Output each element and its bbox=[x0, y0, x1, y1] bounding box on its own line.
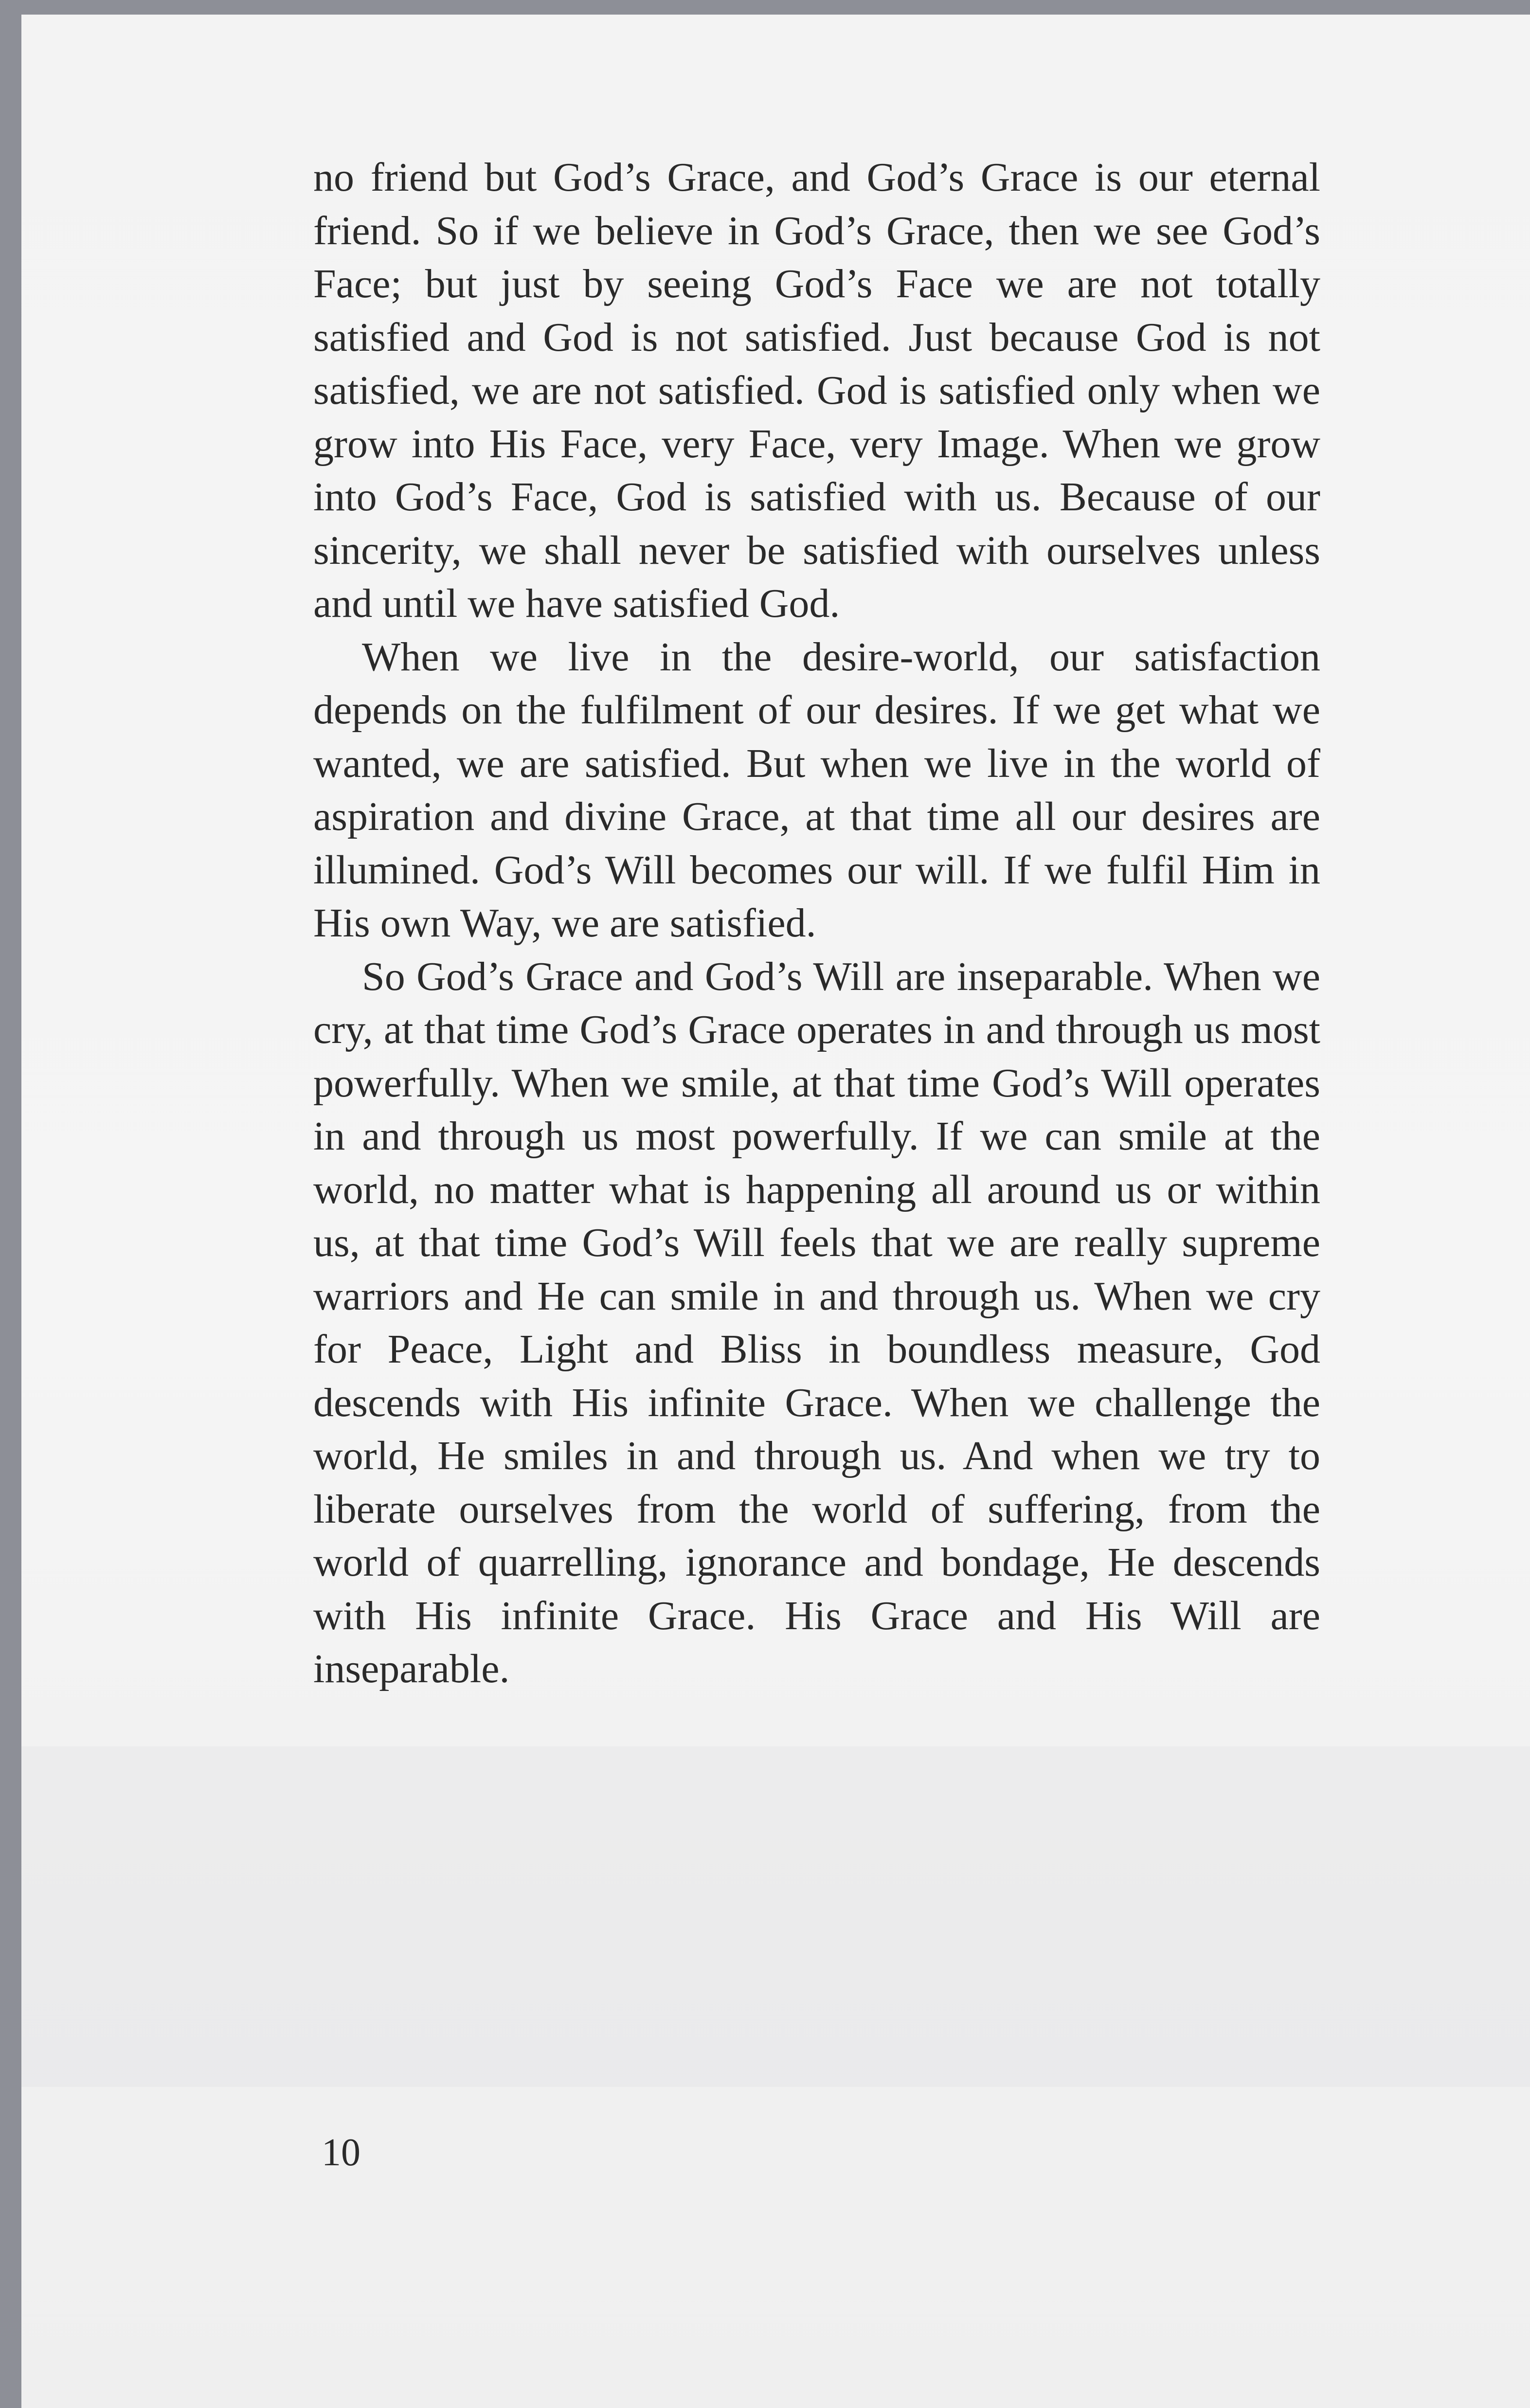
paragraph-2: When we live in the desire-world, our satisfaction depends on the fulfilment of our desires. If we get what we wanted, we are satisfied. But when we live in the world of aspiration and divine Grace, at that time all our desires are illumined. God’s Will becomes our will. If we fulfil Him in His own Way, we are satisfied. bbox=[313, 634, 1320, 946]
book-page bbox=[21, 15, 1530, 2408]
paragraph-1: no friend but God’s Grace, and God’s Grace is our eternal friend. So if we believe in God’s Grace, then we see God’s Face; but just by seeing God’s Face we are not totally satisfied and God is not satisfied. Just because God is not satisfied, we are not satisfied. God is satisfied only when we grow into His Face, very Face, very Image. When we grow into God’s Face, God is satisfied with us. Because of our sincerity, we shall never be satisfied with ourselves unless and until we have satisfied God. bbox=[313, 155, 1320, 626]
paragraph-3: So God’s Grace and God’s Will are inseparable. When we cry, at that time God’s Grace operates in and through us most powerfully. When we smile, at that time God’s Will operates in and through us most powerfully. If we can smile at the world, no matter what is happening all around us or within us, at that time God’s Will feels that we are really supreme warriors and He can smile in and through us. When we cry for Peace, Light and Bliss in boundless measure, God descends with His infinite Grace. When we challenge the world, He smiles in and through us. And when we try to liberate ourselves from the world of suffering, from the world of quarrelling, ignorance and bondage, He descends with His infinite Grace. His Grace and His Will are inseparable. bbox=[313, 953, 1320, 1691]
page-number: 10 bbox=[322, 2131, 360, 2174]
body-text bbox=[313, 151, 1320, 1696]
